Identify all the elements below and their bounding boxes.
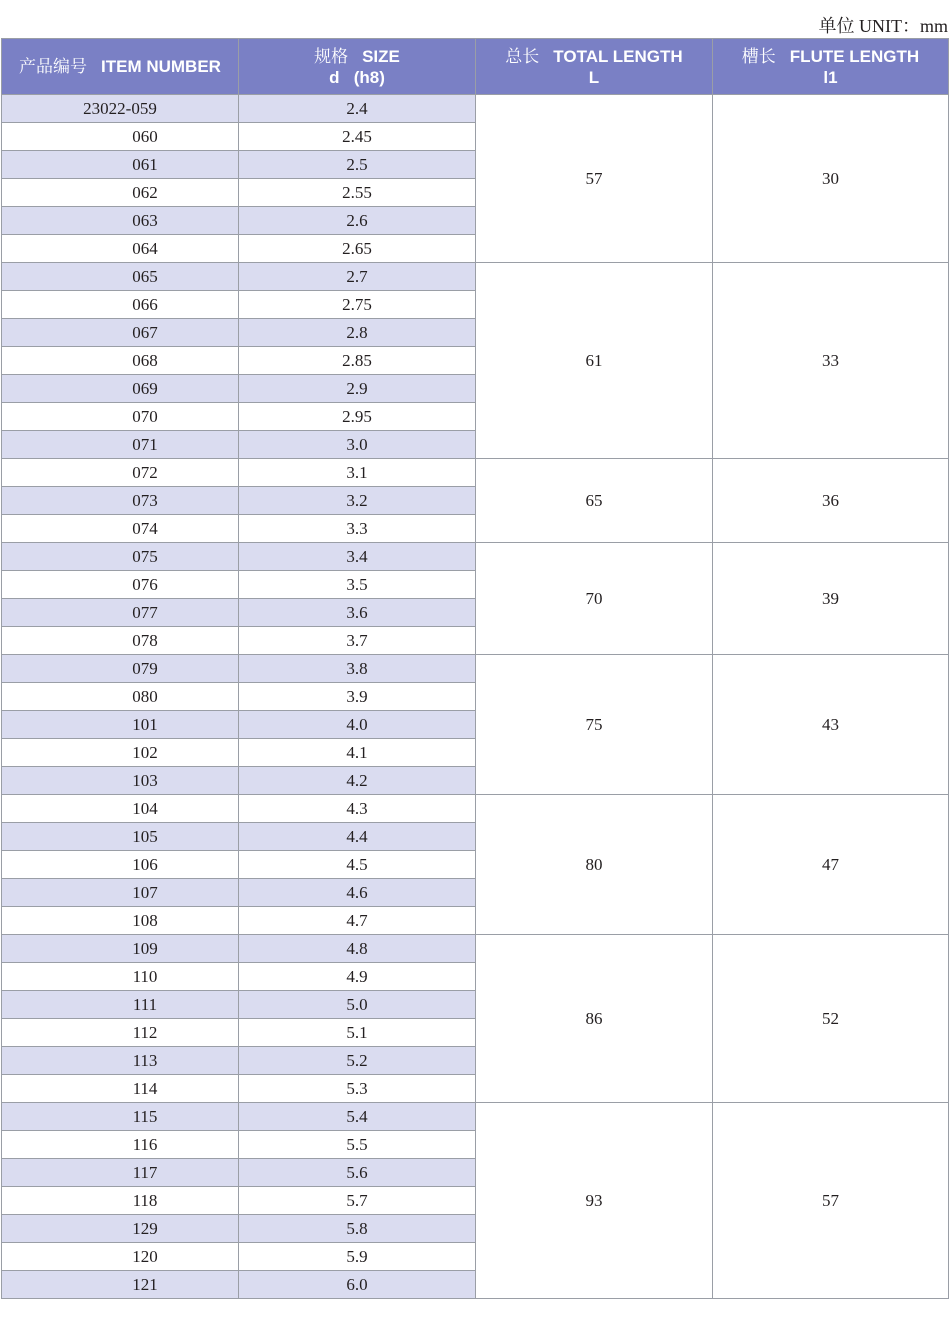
size-cell: 4.8 [239,935,476,963]
size-cell: 5.0 [239,991,476,1019]
item-number-cell: 078 [2,627,239,655]
table-row [2,1103,949,1131]
table-row [2,795,949,823]
item-number-cell: 064 [2,235,239,263]
item-number-cell: 075 [2,543,239,571]
item-number-cell: 077 [2,599,239,627]
item-number-cell: 072 [2,459,239,487]
size-cell: 2.95 [239,403,476,431]
total-length-cell: 86 [476,935,713,1103]
item-number-cell: 121 [2,1271,239,1299]
size-cell: 2.7 [239,263,476,291]
flute-length-cell: 30 [713,95,949,263]
item-number-cell: 060 [2,123,239,151]
size-cell: 4.2 [239,767,476,795]
item-number-cell: 061 [2,151,239,179]
item-number-cell: 104 [2,795,239,823]
header-size-sub: d (h8) [329,67,385,87]
size-cell: 5.6 [239,1159,476,1187]
size-cell: 5.5 [239,1131,476,1159]
item-number-cell: 112 [2,1019,239,1047]
item-number-cell: 069 [2,375,239,403]
size-cell: 3.3 [239,515,476,543]
table-row [2,95,949,123]
item-number-cell: 071 [2,431,239,459]
item-number-cell: 063 [2,207,239,235]
size-cell: 5.3 [239,1075,476,1103]
item-number-cell: 107 [2,879,239,907]
total-length-cell: 80 [476,795,713,935]
total-length-cell: 57 [476,95,713,263]
size-cell: 4.1 [239,739,476,767]
total-length-cell: 65 [476,459,713,543]
item-number-cell: 111 [2,991,239,1019]
header-total-length [476,39,713,95]
size-cell: 4.5 [239,851,476,879]
size-cell: 4.4 [239,823,476,851]
size-cell: 5.2 [239,1047,476,1075]
header-total-cn: 总长 [505,46,540,66]
flute-length-cell: 36 [713,459,949,543]
header-total-sub: L [588,67,600,87]
flute-length-cell: 57 [713,1103,949,1299]
total-length-cell: 61 [476,263,713,459]
size-cell: 2.85 [239,347,476,375]
header-size-en: SIZE [362,46,400,66]
spec-table [1,38,949,1299]
item-number-cell: 105 [2,823,239,851]
item-number-cell: 118 [2,1187,239,1215]
size-cell: 2.65 [239,235,476,263]
header-flute-sub: l1 [823,67,838,87]
item-number-cell: 117 [2,1159,239,1187]
header-item-number [2,39,239,95]
item-number-cell: 114 [2,1075,239,1103]
unit-label: 单位 UNIT：mm [818,16,948,36]
item-number-cell: 113 [2,1047,239,1075]
size-cell: 3.9 [239,683,476,711]
size-cell: 4.9 [239,963,476,991]
header-size-cn: 规格 [314,46,349,66]
item-number-cell: 065 [2,263,239,291]
item-number-cell: 068 [2,347,239,375]
item-number-cell: 110 [2,963,239,991]
size-cell: 3.2 [239,487,476,515]
header-flute-cn: 槽长 [741,46,776,66]
table-row [2,935,949,963]
item-number-cell: 120 [2,1243,239,1271]
size-cell: 2.5 [239,151,476,179]
table-body [2,95,949,1299]
size-cell: 5.9 [239,1243,476,1271]
header-item-en: ITEM NUMBER [101,57,221,76]
size-cell: 3.1 [239,459,476,487]
item-number-cell: 108 [2,907,239,935]
size-cell: 4.7 [239,907,476,935]
size-cell: 4.6 [239,879,476,907]
size-cell: 3.8 [239,655,476,683]
size-cell: 2.75 [239,291,476,319]
size-cell: 2.8 [239,319,476,347]
size-cell: 5.7 [239,1187,476,1215]
table-row [2,459,949,487]
flute-length-cell: 52 [713,935,949,1103]
size-cell: 3.6 [239,599,476,627]
header-total-en: TOTAL LENGTH [553,46,683,66]
header-flute-length [713,39,949,95]
size-cell: 3.5 [239,571,476,599]
size-cell: 3.4 [239,543,476,571]
size-cell: 2.55 [239,179,476,207]
item-number-cell: 074 [2,515,239,543]
size-cell: 2.6 [239,207,476,235]
item-number-cell: 067 [2,319,239,347]
size-cell: 3.7 [239,627,476,655]
item-number-cell: 23022-059 [2,95,239,123]
table-row [2,543,949,571]
flute-length-cell: 47 [713,795,949,935]
size-cell: 2.45 [239,123,476,151]
item-number-cell: 080 [2,683,239,711]
size-cell: 6.0 [239,1271,476,1299]
header-item-cn: 产品编号 [19,57,88,76]
table-header [2,39,949,95]
item-number-cell: 103 [2,767,239,795]
item-number-cell: 116 [2,1131,239,1159]
item-number-cell: 070 [2,403,239,431]
item-number-cell: 106 [2,851,239,879]
size-cell: 4.3 [239,795,476,823]
item-number-cell: 079 [2,655,239,683]
size-cell: 5.1 [239,1019,476,1047]
total-length-cell: 70 [476,543,713,655]
flute-length-cell: 33 [713,263,949,459]
size-cell: 3.0 [239,431,476,459]
item-number-cell: 062 [2,179,239,207]
item-number-cell: 066 [2,291,239,319]
size-cell: 2.9 [239,375,476,403]
total-length-cell: 75 [476,655,713,795]
item-number-cell: 102 [2,739,239,767]
table-row [2,263,949,291]
total-length-cell: 93 [476,1103,713,1299]
flute-length-cell: 39 [713,543,949,655]
size-cell: 5.4 [239,1103,476,1131]
item-number-cell: 129 [2,1215,239,1243]
item-number-cell: 109 [2,935,239,963]
item-number-cell: 115 [2,1103,239,1131]
size-cell: 5.8 [239,1215,476,1243]
item-number-cell: 101 [2,711,239,739]
table-row [2,655,949,683]
flute-length-cell: 43 [713,655,949,795]
header-flute-en: FLUTE LENGTH [789,46,920,66]
item-number-cell: 073 [2,487,239,515]
size-cell: 2.4 [239,95,476,123]
size-cell: 4.0 [239,711,476,739]
item-number-cell: 076 [2,571,239,599]
header-size [239,39,476,95]
